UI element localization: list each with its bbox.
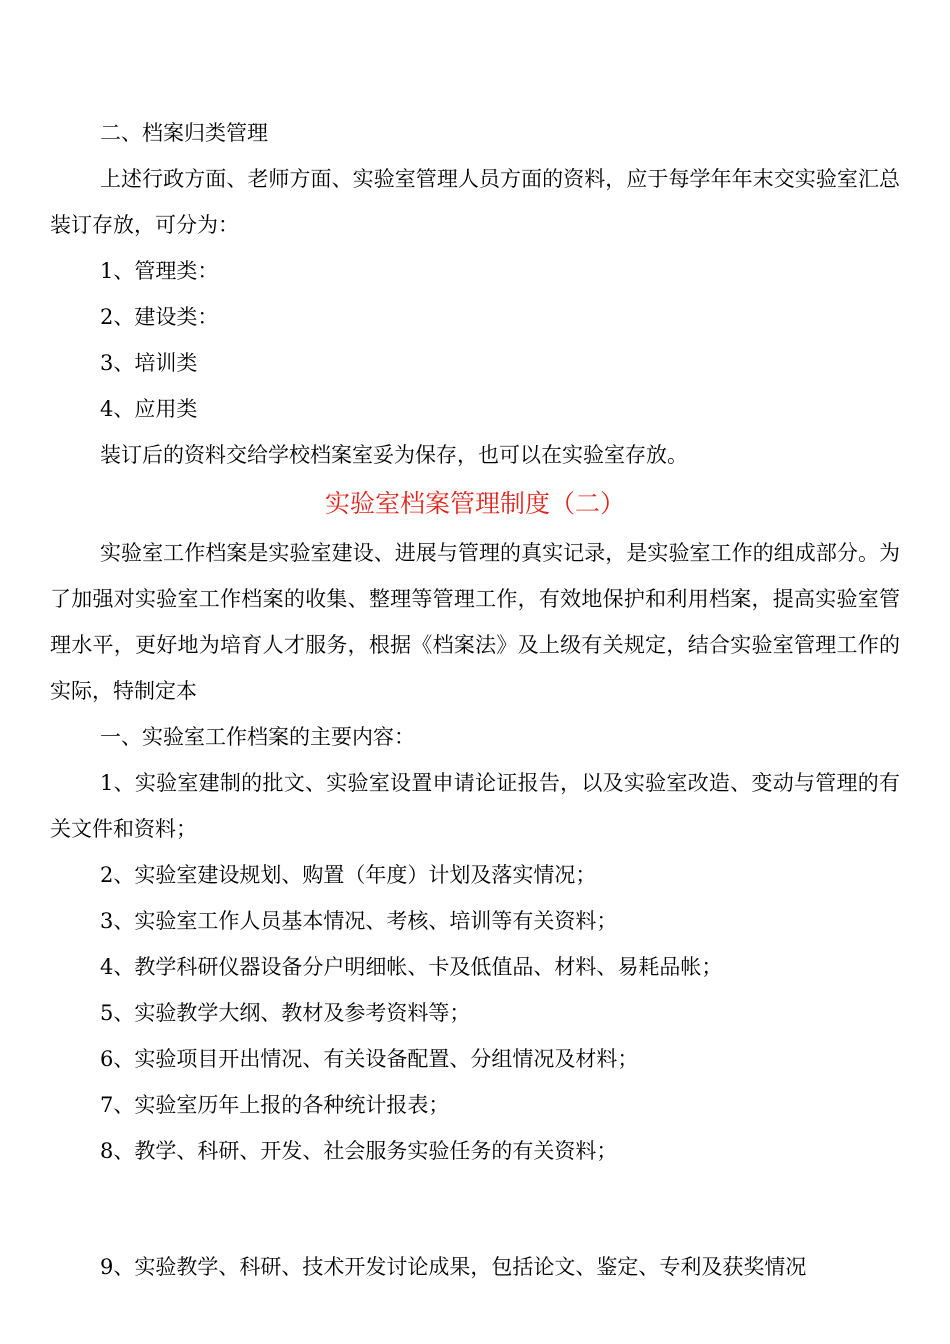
section1-heading: 一、实验室工作档案的主要内容： — [100, 725, 415, 749]
content-item: 1、实验室建制的批文、实验室设置申请论证报告，以及实验室改造、变动与管理的有关文件和资料； — [50, 771, 900, 841]
document-title: 实验室档案管理制度（二） — [324, 489, 625, 518]
category-item: 4、应用类 — [100, 397, 198, 421]
content-item: 6、实验项目开出情况、有关设备配置、分组情况及材料； — [100, 1047, 639, 1071]
category-item: 3、培训类 — [100, 351, 198, 375]
category-item: 2、建设类： — [100, 305, 219, 329]
page-gap — [50, 1174, 900, 1244]
intro-paragraph: 实验室工作档案是实验室建设、进展与管理的真实记录，是实验室工作的组成部分。为了加强对实验室工作档案的收集、整理等管理工作，有效地保护和利用档案，提高实验室管理水平，更好地为培育人才服务，根据《档案法》及上级有关规定，结合实验室管理工作的实际，特制定本 — [50, 541, 900, 703]
section2-heading: 二、档案归类管理 — [100, 121, 268, 145]
content-item-9: 9、实验教学、科研、技术开发讨论成果，包括论文、鉴定、专利及获奖情况 — [100, 1255, 807, 1279]
content-item: 2、实验室建设规划、购置（年度）计划及落实情况； — [100, 863, 597, 887]
section2-intro: 上述行政方面、老师方面、实验室管理人员方面的资料，应于每学年年末交实验室汇总装订存放，可分为： — [50, 167, 900, 237]
content-item: 5、实验教学大纲、教材及参考资料等； — [100, 1001, 471, 1025]
document-page — [50, 110, 900, 1290]
content-item: 8、教学、科研、开发、社会服务实验任务的有关资料； — [100, 1139, 618, 1163]
content-item: 3、实验室工作人员基本情况、考核、培训等有关资料； — [100, 909, 618, 933]
category-item: 1、管理类： — [100, 259, 219, 283]
content-item: 4、教学科研仪器设备分户明细帐、卡及低值品、材料、易耗品帐； — [100, 955, 723, 979]
content-item: 7、实验室历年上报的各种统计报表； — [100, 1093, 450, 1117]
binding-note: 装订后的资料交给学校档案室妥为保存，也可以在实验室存放。 — [100, 443, 688, 467]
